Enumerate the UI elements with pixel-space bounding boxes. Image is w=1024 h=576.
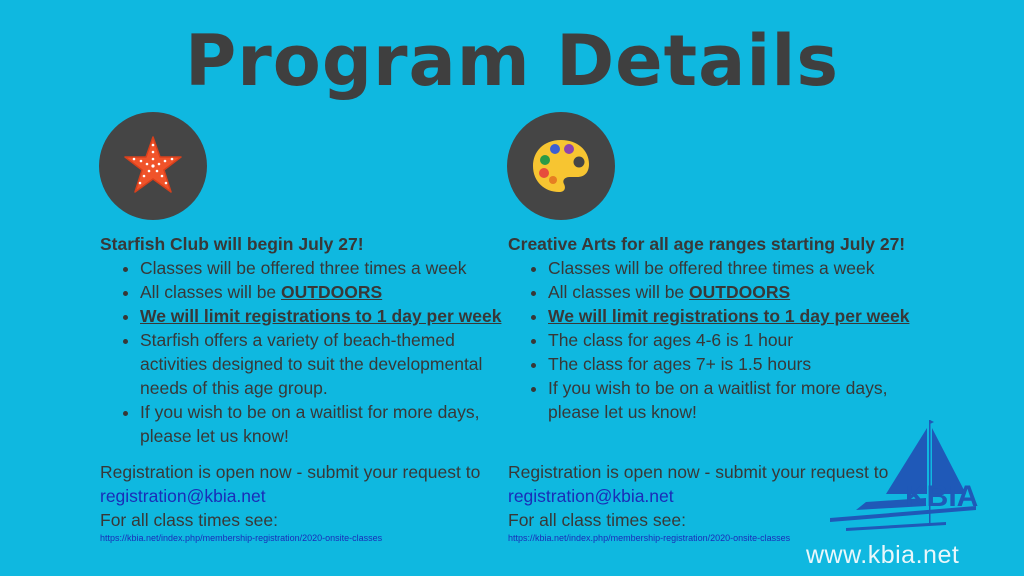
list-item	[548, 328, 918, 352]
starfish-icon	[122, 135, 184, 197]
class-times-url-link[interactable]: https://kbia.net/index.php/membership-registration/2020-onsite-classes	[100, 533, 383, 543]
bullet-text: We will limit registrations to 1 day per week	[548, 306, 910, 326]
creative-arts-section	[508, 232, 918, 424]
list-item	[548, 256, 918, 280]
bullet-text: The class for ages 7+ is 1.5 hours	[548, 354, 812, 374]
starfish-icon-circle	[99, 112, 207, 220]
list-item	[548, 352, 918, 376]
list-item	[140, 328, 510, 400]
outdoors-text: OUTDOORS	[281, 282, 383, 302]
starfish-club-section	[100, 232, 510, 448]
kbia-logo-text: KBIA	[905, 480, 979, 513]
registration-email-link[interactable]: registration@kbia.net	[100, 486, 266, 506]
list-item	[140, 256, 510, 280]
list-item	[548, 280, 918, 304]
bullet-text: If you wish to be on a waitlist for more days, please let us know!	[548, 378, 888, 422]
bullet-text: The class for ages 4-6 is 1 hour	[548, 330, 794, 350]
bullet-text: All classes will be	[140, 282, 282, 302]
registration-line: Registration is open now - submit your request to	[100, 462, 481, 482]
list-item	[140, 280, 510, 304]
bullet-text: Classes will be offered three times a week	[548, 258, 875, 278]
starfish-bullet-list	[100, 256, 510, 448]
outdoors-text: OUTDOORS	[689, 282, 791, 302]
bullet-text: We will limit registrations to 1 day per week	[140, 306, 502, 326]
bullet-text: If you wish to be on a waitlist for more days, please let us know!	[140, 402, 480, 446]
creative-arts-heading: Creative Arts for all age ranges starting July 27!	[508, 234, 906, 254]
palette-icon-circle	[507, 112, 615, 220]
class-times-label: For all class times see:	[508, 510, 686, 530]
class-times-url-link[interactable]: https://kbia.net/index.php/membership-registration/2020-onsite-classes	[508, 533, 791, 543]
page-title: Program Details	[184, 20, 840, 102]
starfish-registration	[100, 460, 510, 544]
registration-line: Registration is open now - submit your request to	[508, 462, 889, 482]
bullet-text: Classes will be offered three times a week	[140, 258, 467, 278]
bullet-text: Starfish offers a variety of beach-themed activities designed to suit the developmental needs of this age group.	[140, 330, 483, 398]
palette-icon	[529, 136, 593, 196]
bullet-text: All classes will be	[548, 282, 690, 302]
list-item	[140, 400, 510, 448]
website-url[interactable]: www.kbia.net	[806, 541, 960, 569]
class-times-label: For all class times see:	[100, 510, 278, 530]
list-item	[140, 304, 510, 328]
starfish-heading: Starfish Club will begin July 27!	[100, 234, 364, 254]
list-item	[548, 304, 918, 328]
kbia-logo	[826, 414, 996, 534]
creative-arts-bullet-list	[508, 256, 918, 424]
registration-email-link[interactable]: registration@kbia.net	[508, 486, 674, 506]
